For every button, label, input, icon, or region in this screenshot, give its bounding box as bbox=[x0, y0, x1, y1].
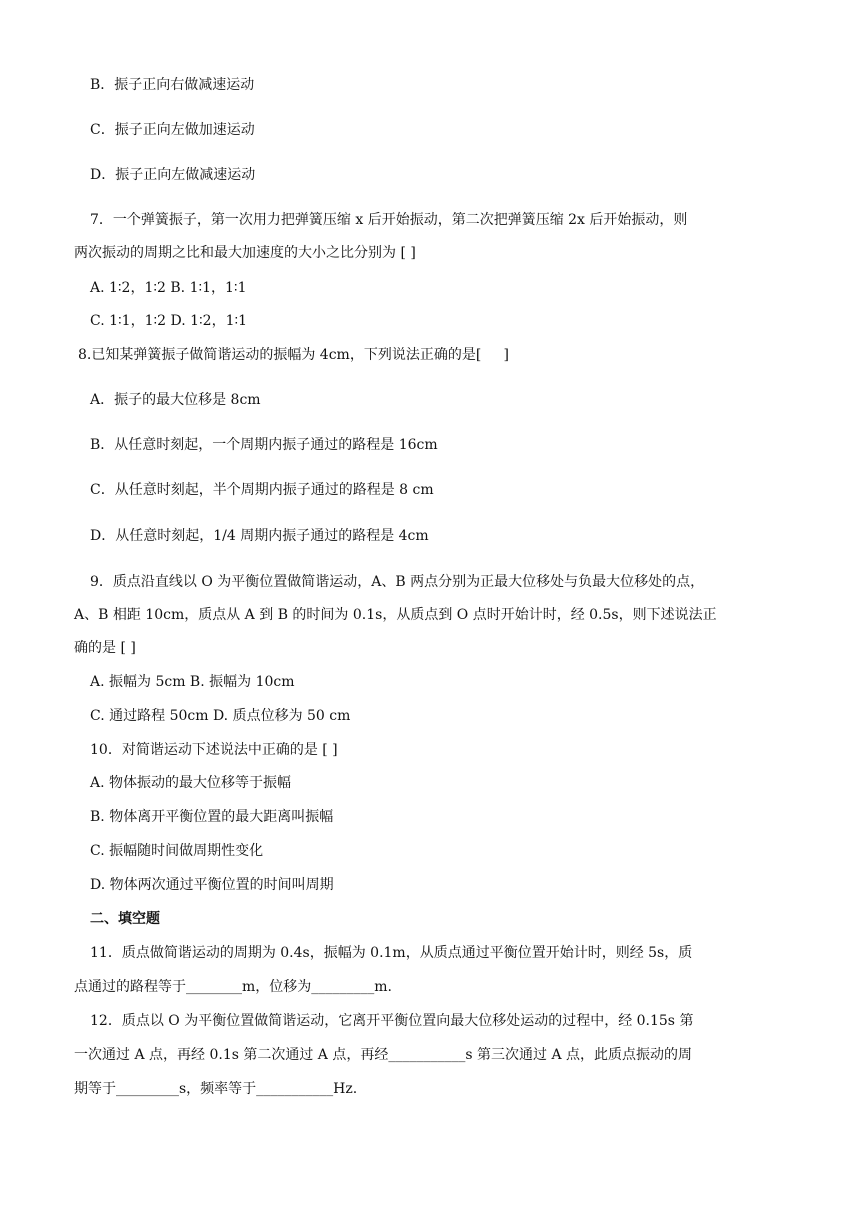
q7-options-ab: A. 1∶2，1∶2 B. 1∶1，1∶1 bbox=[90, 280, 247, 296]
q9-options-ab: A. 振幅为 5cm B. 振幅为 10cm bbox=[90, 674, 295, 690]
q8-stem: 8.已知某弹簧振子做简谐运动的振幅为 4cm，下列说法正确的是[ ] bbox=[78, 347, 510, 363]
q7-stem-line1: 7．一个弹簧振子，第一次用力把弹簧压缩 x 后开始振动，第二次把弹簧压缩 2x 后开始振动，则 bbox=[90, 212, 688, 228]
q10-option-d: D. 物体两次通过平衡位置的时间叫周期 bbox=[90, 877, 334, 893]
q10-option-b: B. 物体离开平衡位置的最大距离叫振幅 bbox=[90, 809, 334, 825]
q9-stem-line1: 9．质点沿直线以 O 为平衡位置做简谐运动，A、B 两点分别为正最大位移处与负最大位移处的点， bbox=[90, 574, 705, 590]
q12-line3: 期等于_________s，频率等于___________Hz. bbox=[74, 1081, 358, 1097]
q9-options-cd: C. 通过路程 50cm D. 质点位移为 50 cm bbox=[90, 708, 351, 724]
q7-stem-line2: 两次振动的周期之比和最大加速度的大小之比分别为 [ ] bbox=[74, 245, 416, 261]
q8-option-c: C．从任意时刻起，半个周期内振子通过的路程是 8 cm bbox=[90, 482, 434, 498]
q12-line2: 一次通过 A 点，再经 0.1s 第二次通过 A 点，再经___________s 第三次通过 A 点，此质点振动的周 bbox=[74, 1047, 693, 1063]
q7-options-cd: C. 1∶1，1∶2 D. 1∶2，1∶1 bbox=[90, 313, 248, 329]
option-b-prev: B．振子正向右做减速运动 bbox=[90, 77, 255, 93]
q10-option-a: A. 物体振动的最大位移等于振幅 bbox=[90, 775, 292, 791]
q9-stem-line3: 确的是 [ ] bbox=[74, 640, 136, 656]
q10-option-c: C. 振幅随时间做周期性变化 bbox=[90, 843, 264, 859]
option-c-prev: C．振子正向左做加速运动 bbox=[90, 122, 255, 138]
q8-option-b: B．从任意时刻起，一个周期内振子通过的路程是 16cm bbox=[90, 437, 438, 453]
q9-stem-line2: A、B 相距 10cm，质点从 A 到 B 的时间为 0.1s，从质点到 O 点时开始计时，经 0.5s，则下述说法正 bbox=[74, 607, 717, 623]
q11-line2: 点通过的路程等于________m，位移为_________m. bbox=[74, 979, 393, 995]
q8-option-a: A．振子的最大位移是 8cm bbox=[90, 392, 261, 408]
section-heading-fill-blank: 二、填空题 bbox=[90, 911, 160, 927]
q12-line1: 12．质点以 O 为平衡位置做简谐运动，它离开平衡位置向最大位移处运动的过程中，经 0.15s 第 bbox=[90, 1013, 694, 1029]
q8-option-d: D．从任意时刻起，1/4 周期内振子通过的路程是 4cm bbox=[90, 528, 429, 544]
option-d-prev: D．振子正向左做减速运动 bbox=[90, 167, 256, 183]
q11-line1: 11．质点做简谐运动的周期为 0.4s，振幅为 0.1m，从质点通过平衡位置开始计时，则经 5s，质 bbox=[90, 945, 693, 961]
q10-stem: 10．对简谐运动下述说法中正确的是 [ ] bbox=[90, 742, 338, 758]
